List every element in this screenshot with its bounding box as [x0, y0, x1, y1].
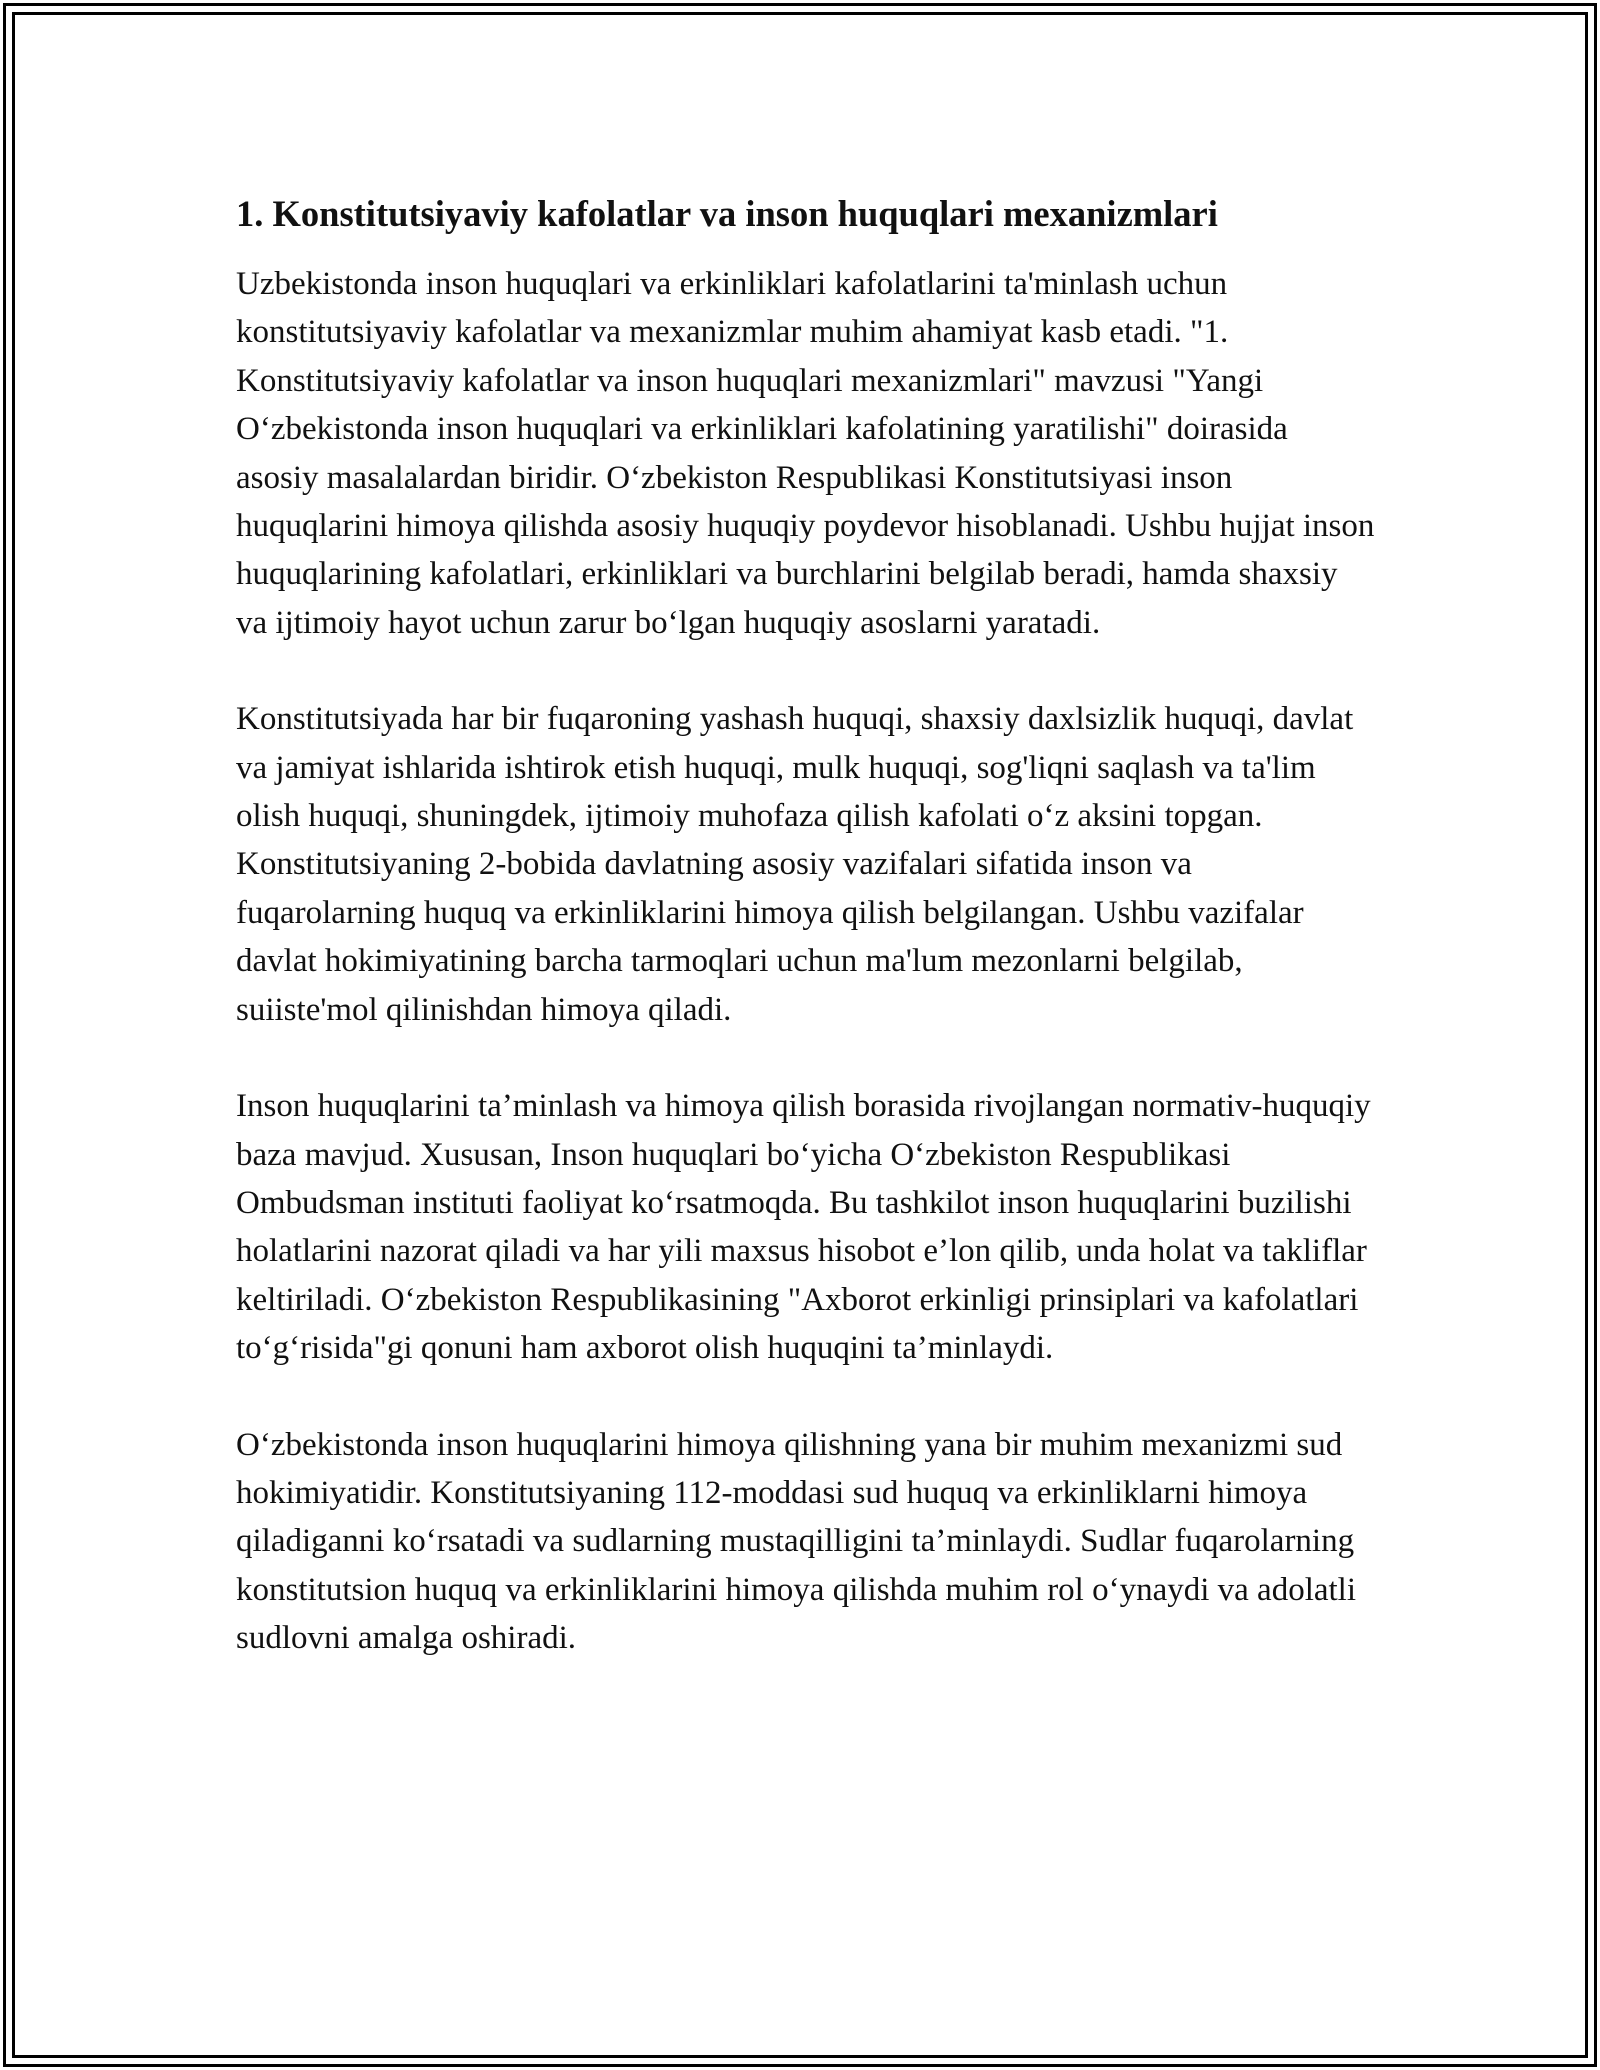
paragraph-2: Konstitutsiyada har bir fuqaroning yashash huquqi, shaxsiy daxlsizlik huquqi, davlat va jamiyat ishlarida ishtirok etish huquqi, mulk huquqi, sog'liqni saqlash va ta'lim olish huquqi, shuningdek, ijtimoiy muhofaza qilish kafolati o‘z aksini topgan. Konstitutsiyaning 2-bobida davlatning asosiy vazifalari sifatida inson va fuqarolarning huquq va erkinliklarini himoya qilish belgilangan. Ushbu vazifalar davlat hokimiyatining barcha tarmoqlari uchun ma'lum mezonlarni belgilab, suiiste'mol qilinishdan himoya qiladi. — [236, 701, 1354, 1028]
document-body — [236, 186, 1376, 1711]
paragraph-4: O‘zbekistonda inson huquqlarini himoya qilishning yana bir muhim mexanizmi sud hokimiyatidir. Konstitutsiyaning 112-moddasi sud huquq va erkinliklarni himoya qiladiganni ko‘rsatadi va sudlarning mustaqilligini ta’minlaydi. Sudlar fuqarolarning konstitutsion huquq va erkinliklarini himoya qilishda muhim rol o‘ynaydi va adolatli sudlovni amalga oshiradi. — [236, 1426, 1357, 1657]
paragraph-1: Uzbekistonda inson huquqlari va erkinliklari kafolatlarini ta'minlash uchun konstitutsiyaviy kafolatlar va mexanizmlar muhim ahamiyat kasb etadi. "1. Konstitutsiyaviy kafolatlar va inson huquqlari mexanizmlari" mavzusi "Yangi O‘zbekistonda inson huquqlari va erkinliklari kafolatining yaratilishi" doirasida asosiy masalalardan biridir. O‘zbekiston Respublikasi Konstitutsiyasi inson huquqlarini himoya qilishda asosiy huquqiy poydevor hisoblanadi. Ushbu hujjat inson huquqlarining kafolatlari, erkinliklari va burchlarini belgilab beradi, hamda shaxsiy va ijtimoiy hayot uchun zarur bo‘lgan huquqiy asoslarni yaratadi. — [236, 266, 1375, 641]
paragraph-3: Inson huquqlarini ta’minlash va himoya qilish borasida rivojlangan normativ-huquqiy baza mavjud. Xususan, Inson huquqlari bo‘yicha O‘zbekiston Respublikasi Ombudsman instituti faoliyat ko‘rsatmoqda. Bu tashkilot inson huquqlarini buzilishi holatlarini nazorat qiladi va har yili maxsus hisobot e’lon qilib, unda holat va takliflar keltiriladi. O‘zbekiston Respublikasining "Axborot erkinligi prinsiplari va kafolatlari to‘g‘risida"gi qonuni ham axborot olish huquqini ta’minlaydi. — [236, 1088, 1371, 1367]
section-heading: 1. Konstitutsiyaviy kafolatlar va inson huquqlari mexanizmlari — [236, 193, 1218, 234]
